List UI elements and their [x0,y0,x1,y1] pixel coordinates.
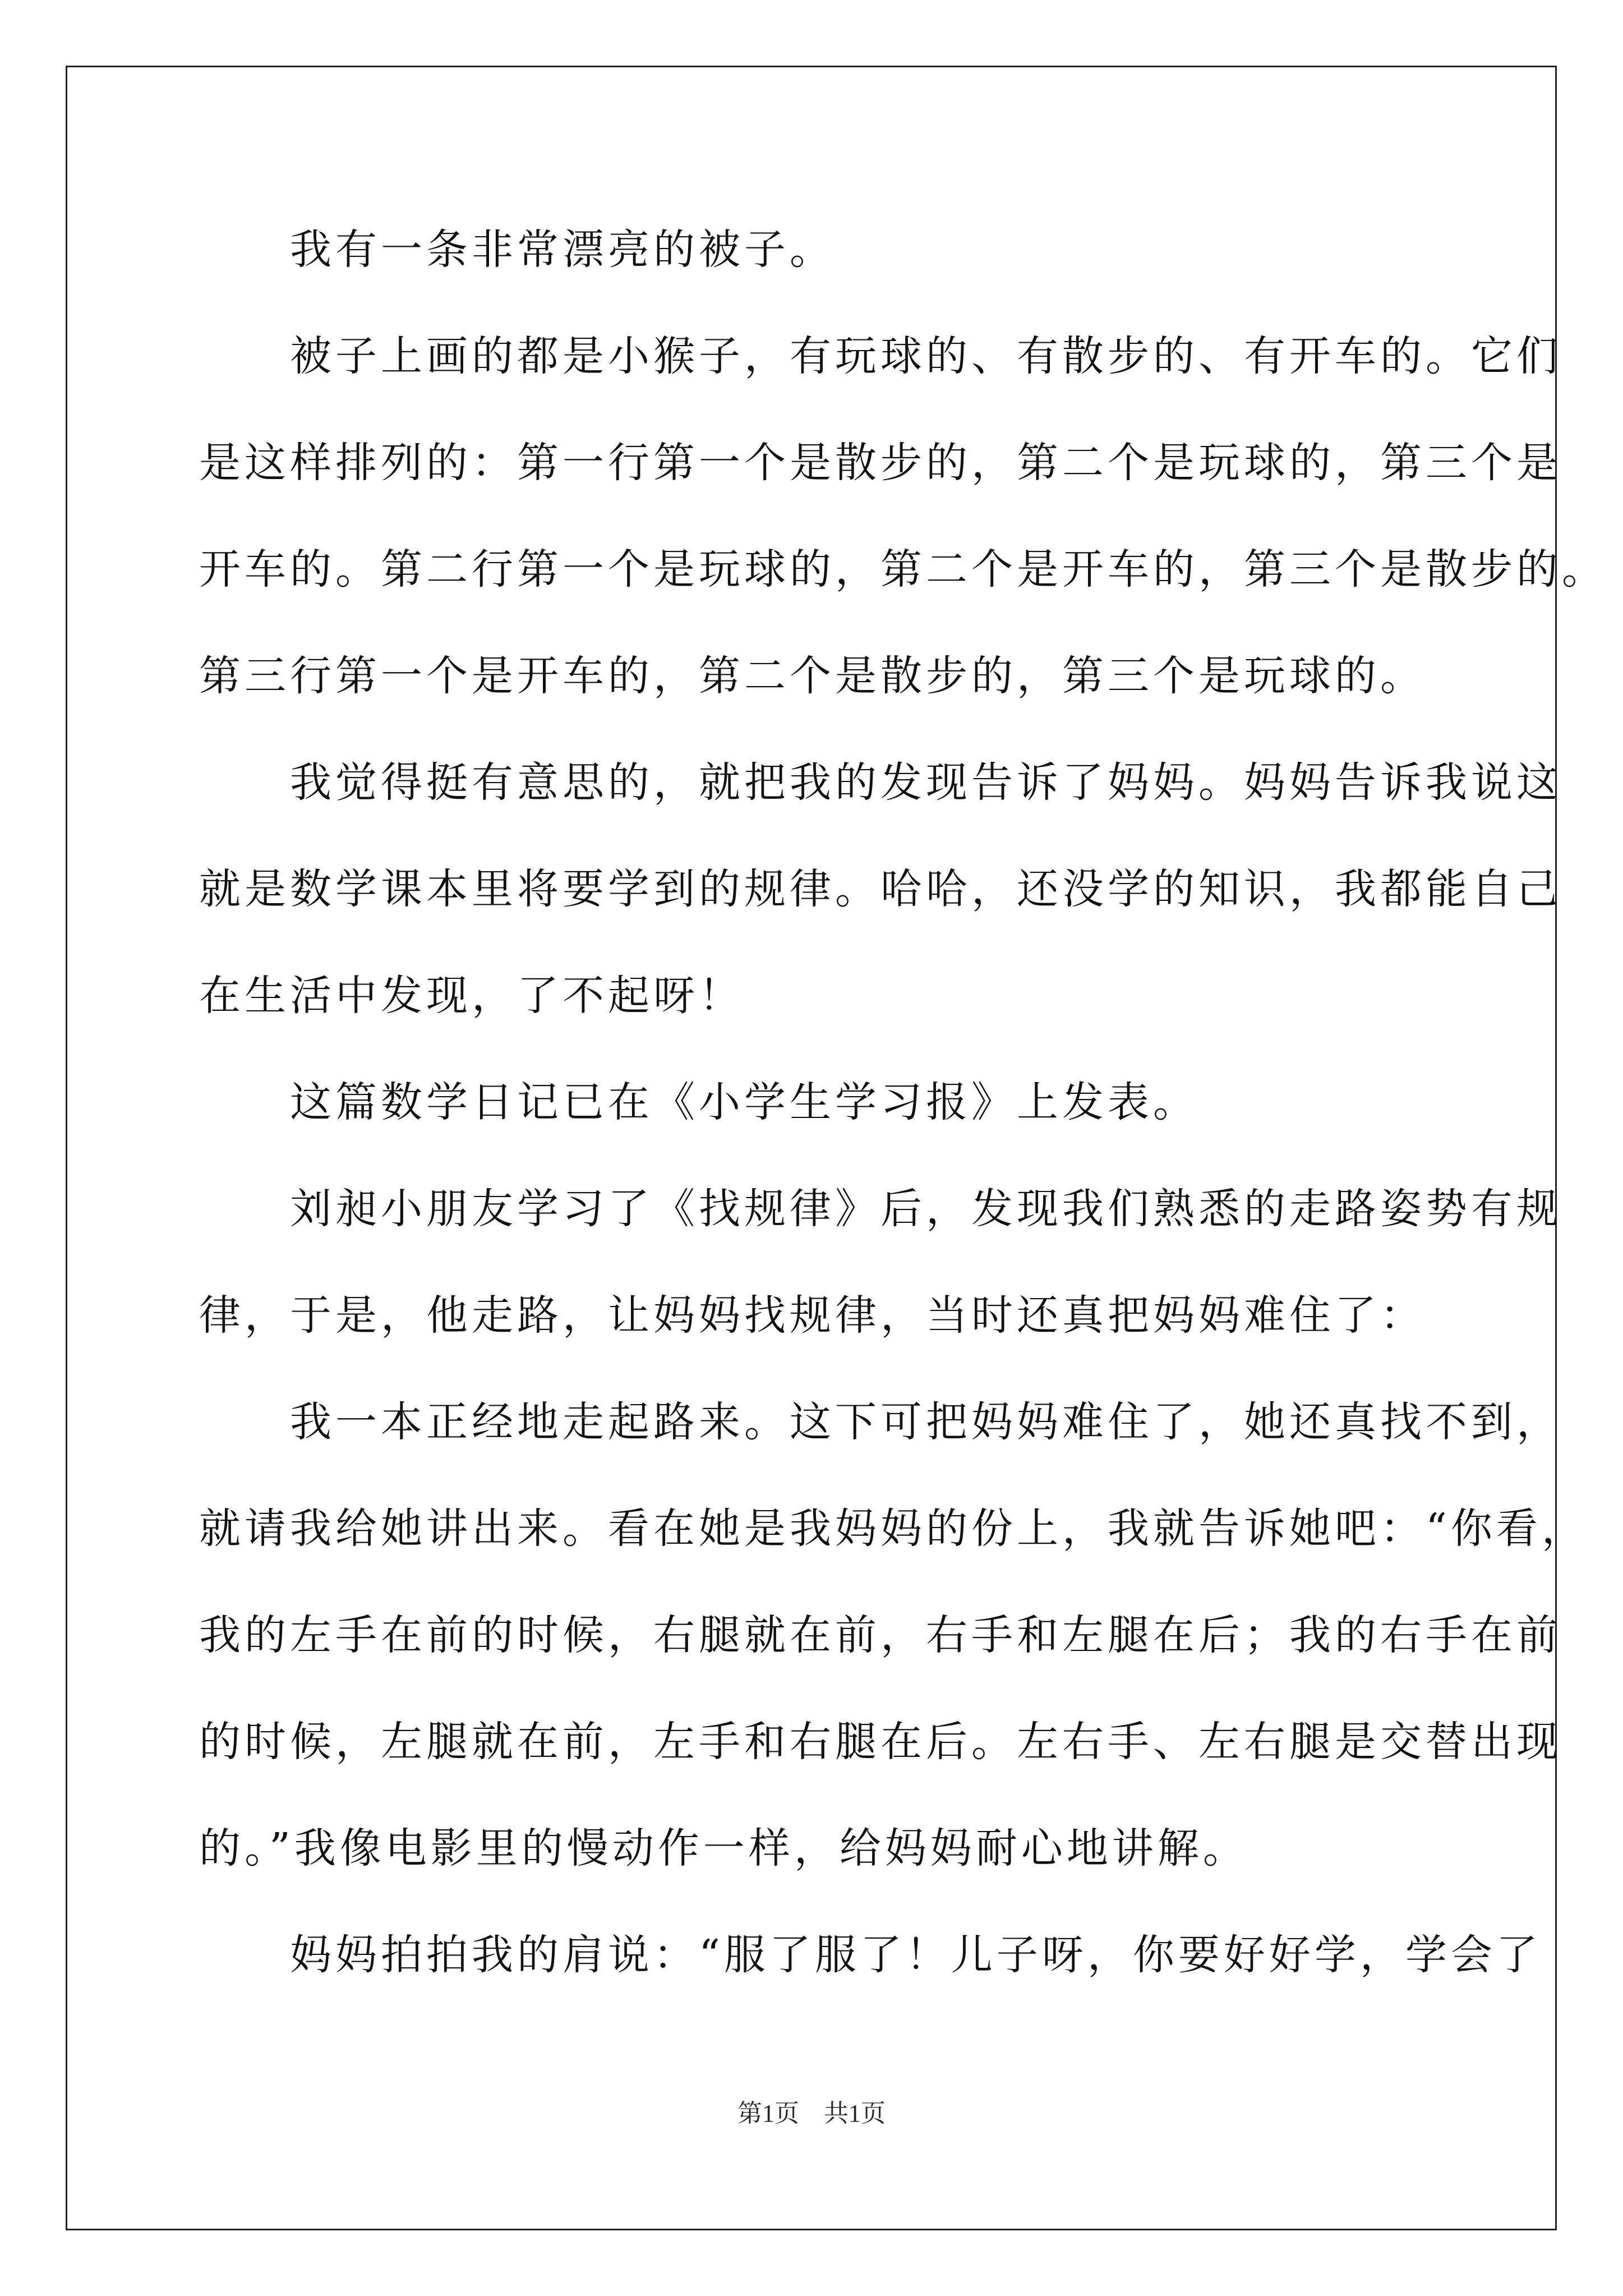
text-line: 我有一条非常漂亮的被子。 [199,226,835,274]
page-number-footer: 第1页 共1页 [737,2100,886,2127]
text-line: 律，于是，他走路，让妈妈找规律，当时还真把妈妈难住了： [199,1291,1426,1340]
text-line: 第三行第一个是开车的，第二个是散步的，第三个是玩球的。 [199,652,1426,700]
text-line: 是这样排列的：第一行第一个是散步的，第二个是玩球的，第三个是 [199,439,1562,487]
text-line: 我的左手在前的时候，右腿就在前，右手和左腿在后；我的右手在前 [199,1611,1562,1659]
text-line: 就请我给她讲出来。看在她是我妈妈的份上，我就告诉她吧：“你看， [199,1504,1587,1553]
text-line: 这篇数学日记已在《小学生学习报》上发表。 [199,1078,1198,1126]
text-line: 被子上画的都是小猴子，有玩球的、有散步的、有开车的。它们 [199,332,1562,380]
text-line: 妈妈拍拍我的肩说：“服了服了！儿子呀，你要好好学，学会了 [199,1931,1542,1979]
page-border [66,66,1557,2230]
text-line: 我一本正经地走起路来。这下可把妈妈难住了，她还真找不到， [199,1398,1562,1446]
text-line: 就是数学课本里将要学到的规律。哈哈，还没学的知识，我都能自己 [199,865,1562,913]
text-line: 刘昶小朋友学习了《找规律》后，发现我们熟悉的走路姿势有规 [199,1185,1562,1233]
text-line: 的时候，左腿就在前，左手和右腿在后。左右手、左右腿是交替出现 [199,1718,1562,1766]
text-line: 在生活中发现，了不起呀！ [199,972,744,1020]
text-line: 开车的。第二行第一个是玩球的，第二个是开车的，第三个是散步的。 [199,545,1607,593]
text-line: 我觉得挺有意思的，就把我的发现告诉了妈妈。妈妈告诉我说这 [199,758,1562,807]
text-line: 的。”我像电影里的慢动作一样，给妈妈耐心地讲解。 [199,1824,1248,1872]
